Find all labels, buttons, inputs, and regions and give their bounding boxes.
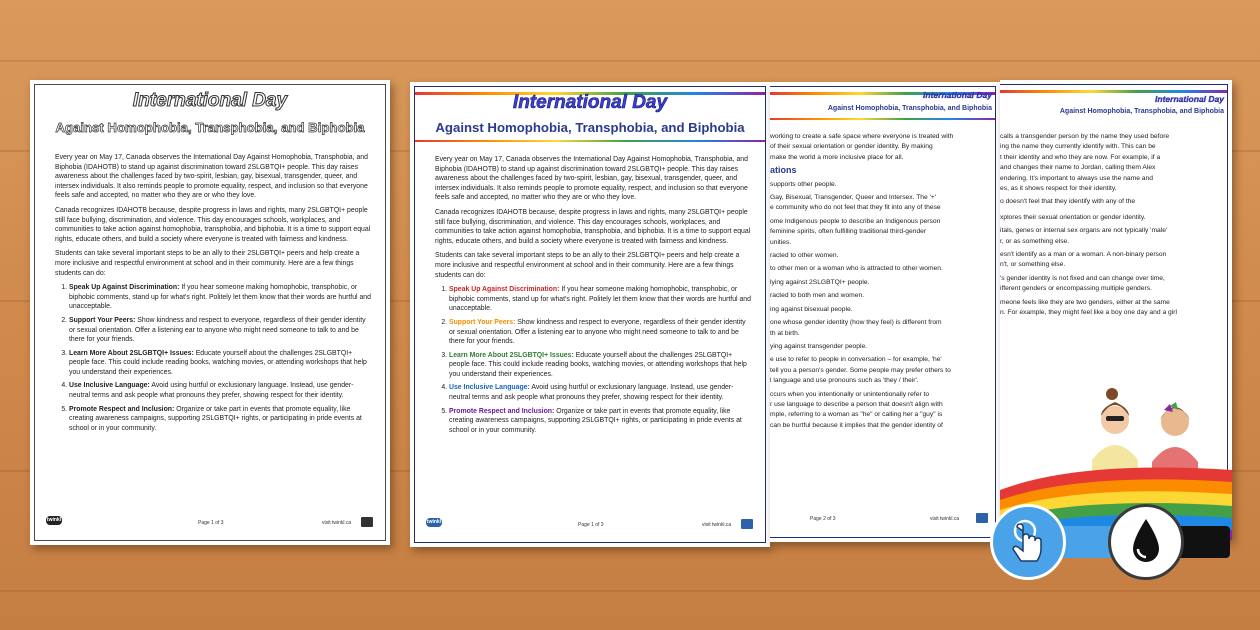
- header-title: International Day: [923, 90, 992, 100]
- glossary-text: calls a transgender person by the name they used before ing the name they currently identify with. This can be t their identity and who they are now. For example, if a and changes their name to Jordan, calling them Alex endering. It's important to always use the name and es, as it shows respect for their identity. o doesn't feel that they identify with any of the xplores their sexual orientation or gender identity. itals, genes or internal sex organs are not typically 'male' r, or as something else. esn't identify as a man or a woman. A non-binary person n't, or something else. 's gender identity is not fixed and can change over time, ifferent genders or encompassing multiple genders. meone feels like they are two genders, either at the same n. For example, they might feel like a boy one day and a girl: [1000, 133, 1177, 317]
- twinkl-logo: twinkl: [46, 517, 62, 523]
- page-number: Page 2 of 3: [810, 516, 836, 522]
- interactive-button[interactable]: [990, 504, 1066, 580]
- page-title: International Day: [132, 90, 288, 111]
- worksheet-page-color: [410, 82, 770, 547]
- page-subtitle: Against Homophobia, Transphobia, and Biphobia: [435, 120, 745, 135]
- paragraph: Students can take several important steps to be an ally to their 2SLGBTQI+ peers and help create a more inclusive and respectful environment at school and in their community. Here are a few things students can do:: [435, 252, 740, 279]
- twinkl-logo: twinkl: [426, 519, 442, 525]
- header-subtitle: Against Homophobia, Transphobia, and Biphobia: [827, 105, 992, 112]
- paragraph: Every year on May 17, Canada observes the International Day Against Homophobia, Transphobia, and Biphobia (IDAHOTB) to stand up against discrimination toward 2SLGBTQI+ people. This day raises awareness about the challenges faced by two-spirit, lesbian, gay, bisexual, transgender, queer, and intersex individuals. It also reminds people to promote equality, respect, and inclusion so that everyone feels safe and accepted, no matter who they are or who they love.: [435, 156, 748, 202]
- worksheet-page-bw: [30, 80, 390, 545]
- paragraph: Students can take several important steps to be an ally to their 2SLGBTQI+ peers and help create a more inclusive and respectful environment at school and in their community. Here are a few things students can do:: [55, 250, 360, 277]
- paragraph: Canada recognizes IDAHOTB because, despite progress in laws and rights, many 2SLGBTQI+ people still face bullying, discrimination, and violence. This day encourages schools, workplaces, and communities to take action against homophobia, transphobia, and biphobia. It is a time to support equal rights, educate others, and build a society where everyone is treated with fairness and kindness.: [55, 206, 371, 243]
- wood-grain: [0, 590, 1260, 592]
- list-item: 2. Support Your Peers: Show kindness and respect to everyone, regardless of their gender identity or sexual orientation. Offer a listening ear to anyone who might need someone to talk to and be there for your friends.: [449, 318, 753, 347]
- body-text: [55, 153, 373, 437]
- page-number: Page 1 of 3: [578, 522, 604, 528]
- ink-saver-button[interactable]: [1108, 504, 1184, 580]
- header-subtitle: Against Homophobia, Transphobia, and Biphobia: [1059, 108, 1224, 115]
- body-text: [435, 155, 753, 439]
- page-subtitle: Against Homophobia, Transphobia, and Biphobia: [55, 120, 365, 135]
- list-item: 4. Use Inclusive Language: Avoid using hurtful or exclusionary language. Instead, use gender-neutral terms and ask people what pronouns they prefer, showing respect for their identity.: [69, 381, 373, 400]
- format-controls: [990, 504, 1230, 580]
- list-item: 5. Promote Respect and Inclusion: Organize or take part in events that promote equality, like creating awareness campaigns, supporting 2SLGBTQI+ rights, or participating in pride events at school or in your community.: [69, 405, 373, 434]
- page-number: Page 1 of 3: [198, 520, 224, 526]
- list-item: 3. Learn More About 2SLGBTQI+ Issues: Educate yourself about the challenges 2SLGBTQI+ people face. This could include reading books, watching movies, or attending workshops that help you understand their experiences.: [69, 349, 373, 378]
- worksheet-page-glossary: [770, 82, 1000, 542]
- page-title: International Day: [512, 92, 668, 113]
- worksheet-page-glossary-2: [1000, 80, 1232, 540]
- list-item: 5. Promote Respect and Inclusion: Organize or take part in events that promote equality, like creating awareness campaigns, supporting 2SLGBTQI+ rights, or participating in pride events at school or in your community.: [449, 407, 753, 436]
- ink-drop-icon: [1111, 507, 1181, 577]
- footer-url: visit twinkl.ca: [930, 516, 960, 522]
- section-heading: ations: [770, 165, 797, 176]
- steps-list: [55, 283, 373, 433]
- glossary-text: working to create a safe space where everyone is treated with of their sexual orientation or gender identity. By making make the world a more inclusive place for all. ations supports other people. Gay, Bisexual, Transgender, Queer and Intersex. The '+' e community who do not feel that they fit into any of these ome Indigenous people to describe an Indigenous person feminine spirits, often fulfilling traditional third-gender unities. racted to other women. to other men or a woman who is attracted to other women. lying against 2SLGBTQI+ people. racted to both men and women. ing against bisexual people. one whose gender identity (how they feel) is different from th at birth. ying against transgender people. e use to refer to people in conversation – for example, 'he' tell you a person's gender. Some people may prefer others to l language and use pronouns such as 'they / their'. ccurs when you intentionally or unintentionally refer to r use language to describe a person that doesn't align with mple, referring to a woman as "he" or calling her a "guy" is can be hurtful because it implies that the gender identity of: [770, 133, 954, 429]
- list-item: 1. Speak Up Against Discrimination: If you hear someone making homophobic, transphobic, or biphobic comments, stand up for what's right. Politely let them know that their words are hurtful and unacceptable.: [449, 285, 753, 314]
- footer-url: visit twinkl.ca: [702, 522, 732, 528]
- badge-icon: [360, 516, 374, 528]
- wood-grain: [0, 60, 1260, 62]
- badge-icon: [740, 518, 754, 530]
- list-item: 1. Speak Up Against Discrimination: If you hear someone making homophobic, transphobic, or biphobic comments, stand up for what's right. Politely let them know that their words are hurtful and unacceptable.: [69, 283, 373, 312]
- steps-list: [435, 285, 753, 435]
- paragraph: Canada recognizes IDAHOTB because, despite progress in laws and rights, many 2SLGBTQI+ people still face bullying, discrimination, and violence. This day encourages schools, workplaces, and communities to take action against homophobia, transphobia, and biphobia. It is a time to support equal rights, educate others, and build a society where everyone is treated with fairness and kindness.: [435, 208, 751, 245]
- badge-icon: [975, 512, 989, 524]
- list-item: 2. Support Your Peers: Show kindness and respect to everyone, regardless of their gender identity or sexual orientation. Offer a listening ear to anyone who might need someone to talk to and be there for your friends.: [69, 316, 373, 345]
- footer-url: visit twinkl.ca: [322, 520, 352, 526]
- header-title: International Day: [1155, 94, 1224, 104]
- hand-tap-icon: [993, 507, 1063, 577]
- paragraph: Every year on May 17, Canada observes the International Day Against Homophobia, Transphobia, and Biphobia (IDAHOTB) to stand up against discrimination toward 2SLGBTQI+ people. This day raises awareness about the challenges faced by two-spirit, lesbian, gay, bisexual, transgender, queer, and intersex individuals. It also reminds people to promote equality, respect, and inclusion so that everyone feels safe and accepted, no matter who they are or who they love.: [55, 154, 368, 200]
- list-item: 4. Use Inclusive Language: Avoid using hurtful or exclusionary language. Instead, use gender-neutral terms and ask people what pronouns they prefer, showing respect for their identity.: [449, 383, 753, 402]
- list-item: 3. Learn More About 2SLGBTQI+ Issues: Educate yourself about the challenges 2SLGBTQI+ people face. This could include reading books, watching movies, or attending workshops that help you understand their experiences.: [449, 351, 753, 380]
